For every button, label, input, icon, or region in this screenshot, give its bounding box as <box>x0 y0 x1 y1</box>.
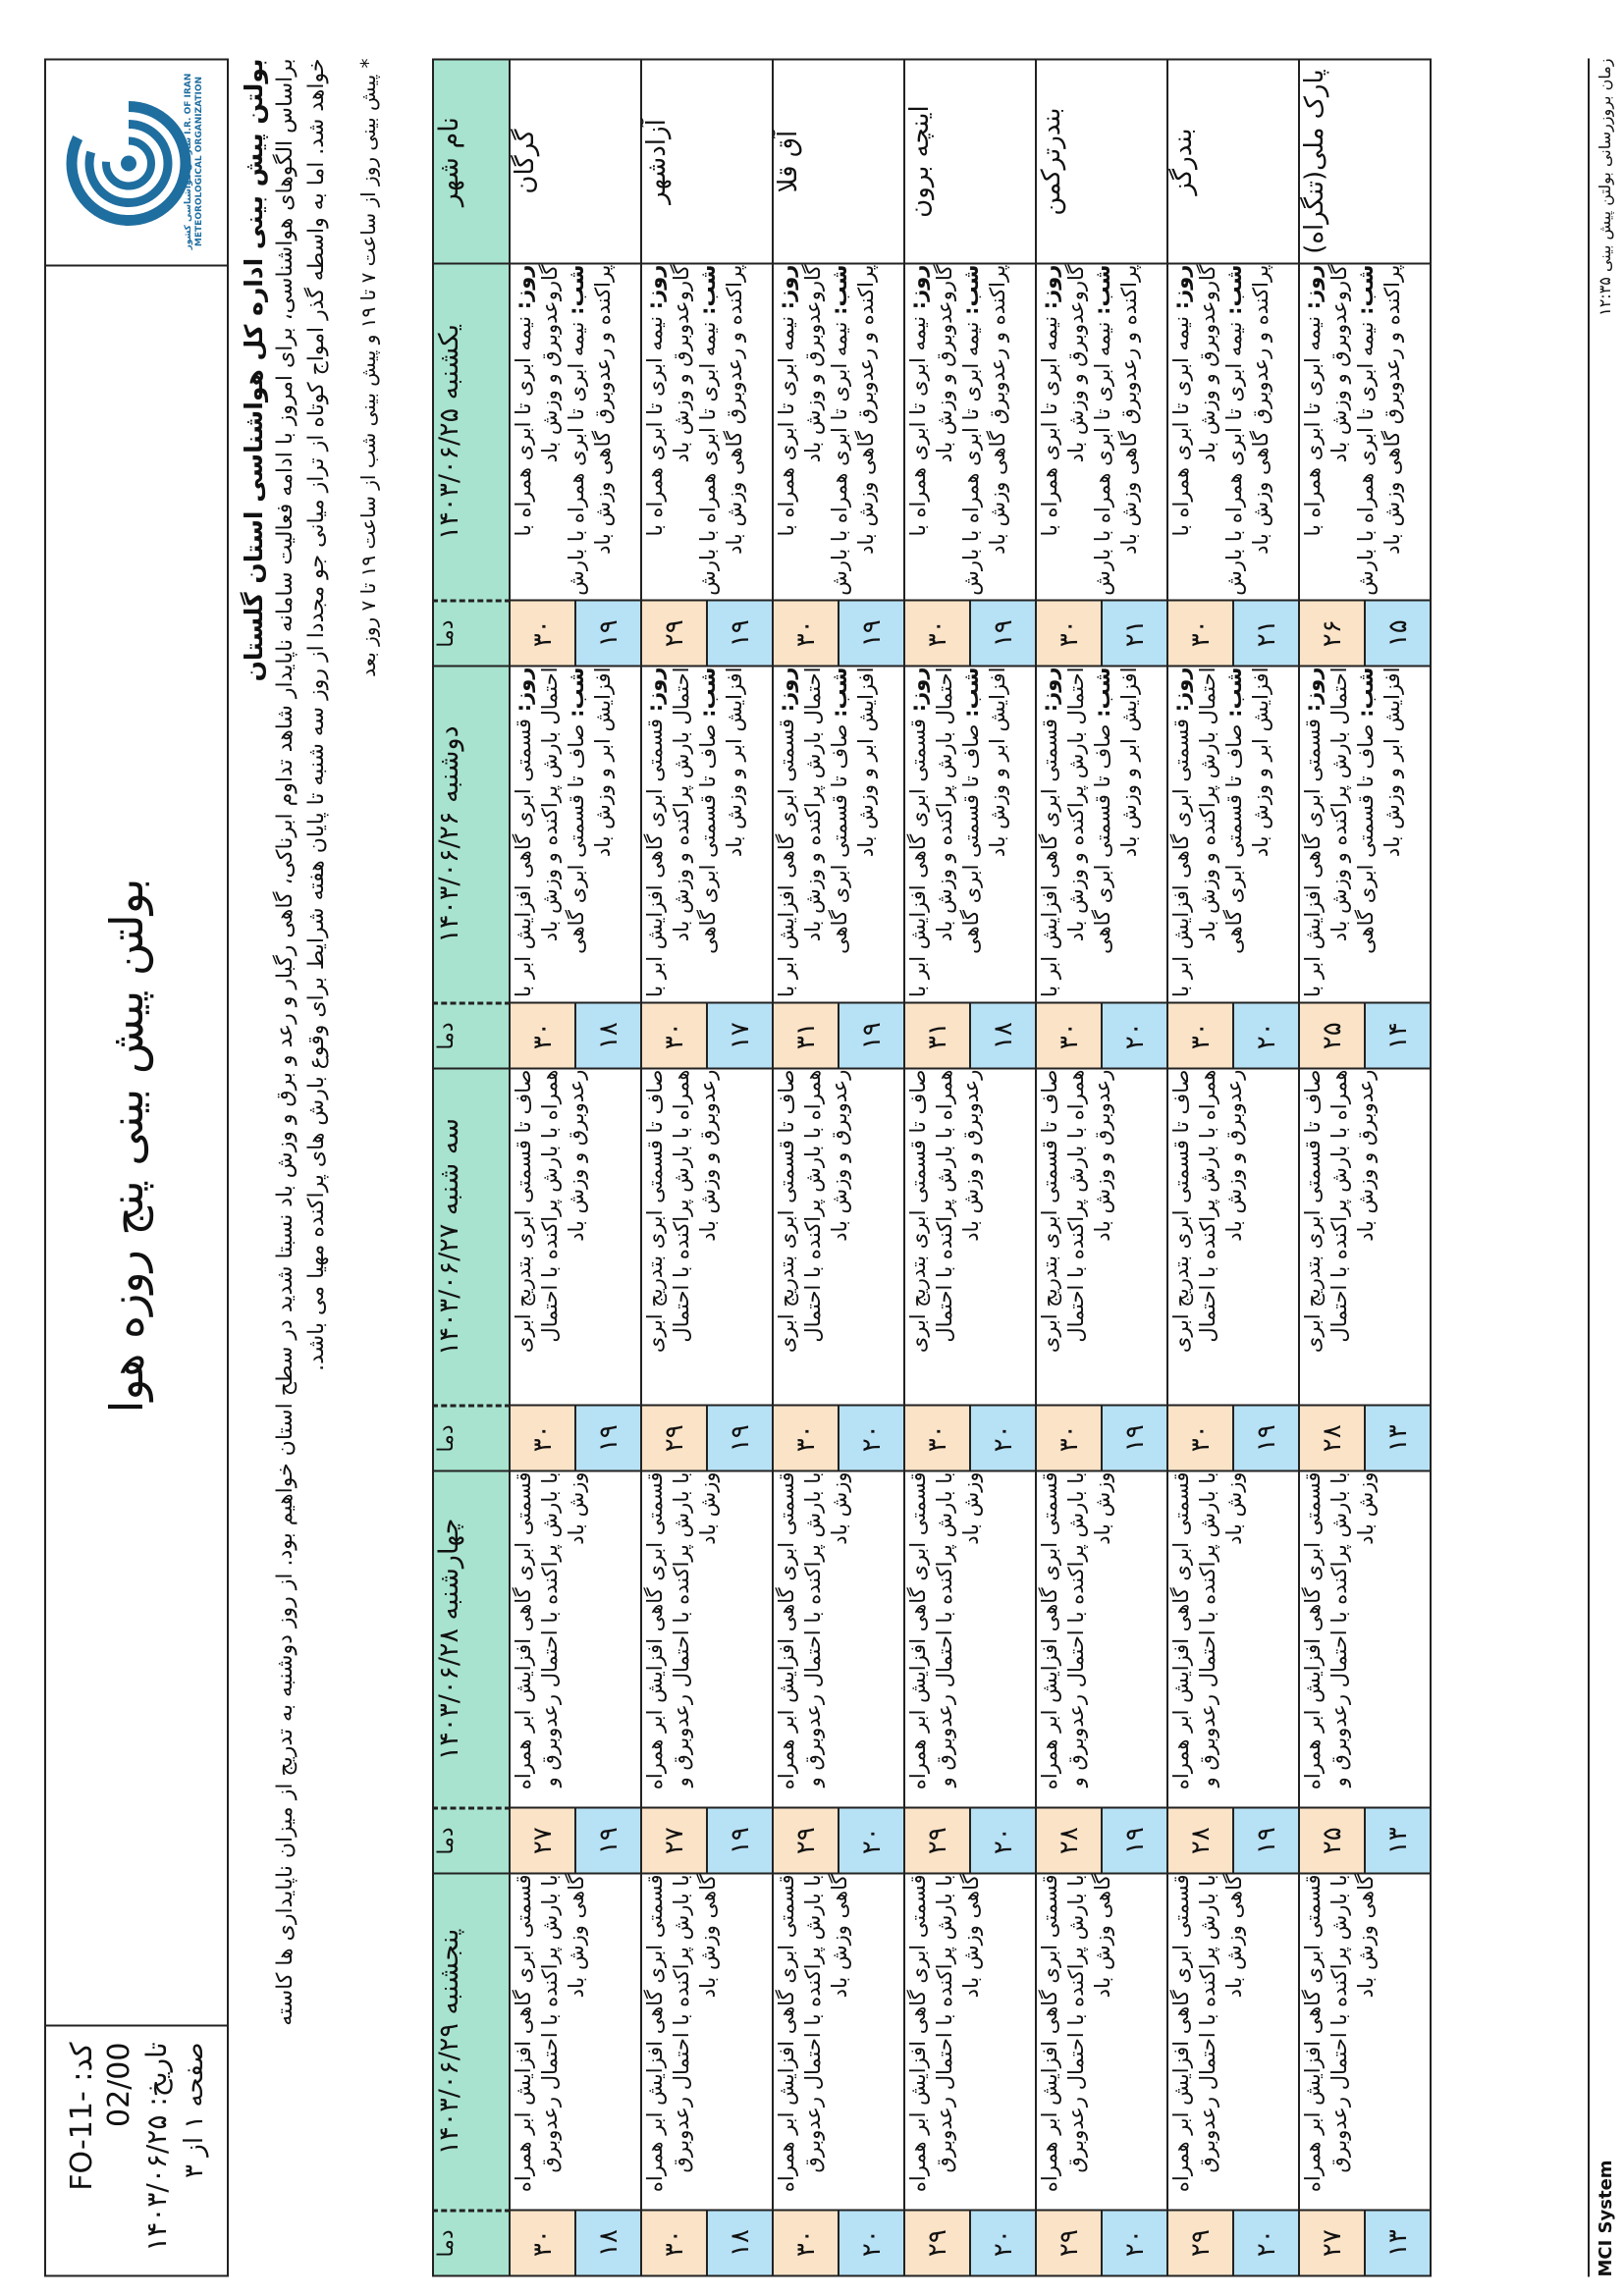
city-name: بندرترکمن <box>1036 59 1167 263</box>
day-forecast: نیمه ابری تا ابری همراه با گاروعدوبرق و وزش باد <box>906 264 956 536</box>
temp-cell-day2 <box>904 1002 1036 1068</box>
day-forecast: قسمتی ابری گاهی افزایش ابر با احتمال بارش پراکنده و وزش باد <box>643 667 693 997</box>
max-temp: ۳۰ <box>1168 1406 1234 1469</box>
table-row <box>510 59 641 2275</box>
temp-cell-day5 <box>1299 2210 1431 2275</box>
forecast-text-day5: قسمتی ابری گاهی افزایش ابر همراه با بارش پراکنده با احتمال رعدوبرق گاهی وزش باد <box>641 1873 773 2210</box>
temp-cell-day3 <box>510 1405 641 1470</box>
night-label: شب: <box>1354 667 1378 718</box>
day-label: روز: <box>1301 264 1325 309</box>
temp-cell-day4 <box>641 1807 773 1873</box>
min-temp: ۱۸ <box>576 1003 640 1067</box>
forecast-text-day2 <box>904 666 1036 1002</box>
min-temp: ۲۰ <box>839 2211 903 2274</box>
night-forecast: نیمه ابری تا ابری همراه با بارش پراکنده و رعدوبرق گاهی وزش باد <box>1222 264 1272 596</box>
min-temp: ۱۸ <box>708 2211 772 2274</box>
forecast-text-day3: صاف تا قسمتی ابری بتدریج ابری همراه با بارش پراکنده با احتمال رعدوبرق و وزش باد <box>510 1068 641 1405</box>
day-forecast: قسمتی ابری گاهی افزایش ابر با احتمال بارش پراکنده و وزش باد <box>1038 667 1088 997</box>
min-temp: ۱۳ <box>1366 1406 1430 1469</box>
forecast-text-day1 <box>510 263 641 600</box>
min-temp: ۲۰ <box>1234 2211 1298 2274</box>
forecast-text-day5: قسمتی ابری گاهی افزایش ابر همراه با بارش پراکنده با احتمال رعدوبرق گاهی وزش باد <box>1036 1873 1167 2210</box>
temp-cell-day1 <box>904 600 1036 666</box>
forecast-text-day3: صاف تا قسمتی ابری بتدریج ابری همراه با بارش پراکنده با احتمال رعدوبرق و وزش باد <box>1299 1068 1431 1405</box>
day-header-4: چهارشنبه ۱۴۰۳/۰۶/۲۸ <box>433 1470 510 1807</box>
day-label: روز: <box>775 667 798 712</box>
day-label: روز: <box>512 667 535 712</box>
temp-cell-day4 <box>1167 1807 1299 1873</box>
night-forecast: صاف تا قسمتی ابری گاهی افزایش ابر و وزش باد <box>828 667 878 954</box>
forecast-text-day2 <box>1036 666 1167 1002</box>
night-label: شب: <box>1222 264 1246 315</box>
max-temp: ۳۱ <box>905 1003 971 1067</box>
day-forecast: نیمه ابری تا ابری همراه با گاروعدوبرق و وزش باد <box>1038 264 1088 536</box>
min-temp: ۱۵ <box>1366 601 1430 665</box>
max-temp: ۲۵ <box>1300 1808 1366 1872</box>
temp-cell-day2 <box>1299 1002 1431 1068</box>
city-header: نام شهر <box>433 59 510 263</box>
temp-cell-day2 <box>1036 1002 1167 1068</box>
forecast-text-day3: صاف تا قسمتی ابری بتدریج ابری همراه با بارش پراکنده با احتمال رعدوبرق و وزش باد <box>904 1068 1036 1405</box>
min-temp: ۱۷ <box>708 1003 772 1067</box>
min-temp: ۱۹ <box>576 601 640 665</box>
min-temp: ۲۰ <box>971 1808 1035 1872</box>
temp-cell-day4 <box>1299 1807 1431 1873</box>
temp-cell-day3 <box>1167 1405 1299 1470</box>
forecast-summary <box>239 58 333 2276</box>
table-row <box>904 59 1036 2275</box>
min-temp: ۲۰ <box>839 1808 903 1872</box>
min-temp: ۲۰ <box>1234 1003 1298 1067</box>
forecast-text-day1 <box>904 263 1036 600</box>
min-temp: ۱۹ <box>839 1003 903 1067</box>
day-label: روز: <box>906 667 930 712</box>
temp-cell-day1 <box>1167 600 1299 666</box>
night-label: شب: <box>565 264 588 315</box>
temp-cell-day3 <box>1299 1405 1431 1470</box>
night-forecast: نیمه ابری تا ابری همراه با بارش پراکنده و رعدوبرق گاهی وزش باد <box>1354 264 1404 596</box>
day-forecast: قسمتی ابری گاهی افزایش ابر با احتمال بارش پراکنده و وزش باد <box>1169 667 1219 997</box>
night-forecast: نیمه ابری تا ابری همراه با بارش پراکنده و رعدوبرق گاهی وزش باد <box>828 264 878 596</box>
max-temp: ۳۰ <box>774 601 839 665</box>
max-temp: ۳۰ <box>1168 601 1234 665</box>
table-header-row <box>433 59 510 2275</box>
max-temp: ۳۰ <box>1037 1003 1103 1067</box>
day-forecast: نیمه ابری تا ابری همراه با گاروعدوبرق و وزش باد <box>512 264 562 536</box>
max-temp: ۳۰ <box>511 1406 576 1469</box>
min-temp: ۲۱ <box>1234 601 1298 665</box>
max-temp: ۲۹ <box>642 601 708 665</box>
night-label: شب: <box>828 667 851 718</box>
temp-cell-day3 <box>641 1405 773 1470</box>
forecast-text-day3: صاف تا قسمتی ابری بتدریج ابری همراه با بارش پراکنده با احتمال رعدوبرق و وزش باد <box>641 1068 773 1405</box>
forecast-text-day5: قسمتی ابری گاهی افزایش ابر همراه با بارش پراکنده با احتمال رعدوبرق گاهی وزش باد <box>1299 1873 1431 2210</box>
max-temp: ۳۰ <box>511 1003 576 1067</box>
city-name: پارک ملی(تنگراه) <box>1299 59 1431 263</box>
temp-cell-day1 <box>1299 600 1431 666</box>
forecast-text-day1 <box>1167 263 1299 600</box>
temp-cell-day5 <box>1036 2210 1167 2275</box>
max-temp: ۳۰ <box>511 601 576 665</box>
night-label: شب: <box>959 667 983 718</box>
day-header-2: دوشنبه ۱۴۰۳/۰۶/۲۶ <box>433 666 510 1002</box>
footer-system: MCI System <box>1596 2159 1616 2276</box>
day-label: روز: <box>775 264 798 309</box>
forecast-text-day2 <box>1299 666 1431 1002</box>
bulletin-page <box>44 58 1616 2276</box>
table-row <box>1167 59 1299 2275</box>
forecast-text-day4: قسمتی ابری گاهی افزایش ابر همراه با بارش پراکنده با احتمال رعدوبرق و وزش باد <box>1167 1470 1299 1807</box>
max-temp: ۲۶ <box>1300 601 1366 665</box>
night-forecast: نیمه ابری تا ابری همراه با بارش پراکنده و رعدوبرق گاهی وزش باد <box>1091 264 1141 596</box>
table-row <box>773 59 904 2275</box>
day-label: روز: <box>1038 264 1061 309</box>
max-temp: ۲۵ <box>1300 1003 1366 1067</box>
min-temp: ۱۳ <box>1366 2211 1430 2274</box>
temp-cell-day5 <box>641 2210 773 2275</box>
day-label: روز: <box>1301 667 1325 712</box>
bulletin-title: بولتن پیش بینی پنج روزه هوا <box>100 878 153 1413</box>
forecast-text-day5: قسمتی ابری گاهی افزایش ابر همراه با بارش پراکنده با احتمال رعدوبرق گاهی وزش باد <box>773 1873 904 2210</box>
night-label: شب: <box>828 264 851 315</box>
max-temp: ۲۸ <box>1037 1808 1103 1872</box>
forecast-text-day3: صاف تا قسمتی ابری بتدریج ابری همراه با بارش پراکنده با احتمال رعدوبرق و وزش باد <box>773 1068 904 1405</box>
night-label: شب: <box>565 667 588 718</box>
table-row <box>641 59 773 2275</box>
day-label: روز: <box>643 264 667 309</box>
night-forecast: صاف تا قسمتی ابری گاهی افزایش ابر و وزش باد <box>1222 667 1272 954</box>
city-name: آزادشهر <box>641 59 773 263</box>
day-label: روز: <box>1169 264 1193 309</box>
min-temp: ۲۰ <box>1103 1003 1166 1067</box>
night-forecast: نیمه ابری تا ابری همراه با بارش پراکنده و رعدوبرق گاهی وزش باد <box>696 264 746 596</box>
footer-updated: زمان بروزرسانی بولتن پیش بینی ۱۲:۳۵ <box>1596 58 1614 316</box>
temp-cell-day3 <box>904 1405 1036 1470</box>
forecast-text-day2 <box>1167 666 1299 1002</box>
forecast-text-day3: صاف تا قسمتی ابری بتدریج ابری همراه با بارش پراکنده با احتمال رعدوبرق و وزش باد <box>1167 1068 1299 1405</box>
temp-cell-day4 <box>773 1807 904 1873</box>
temp-cell-day5 <box>510 2210 641 2275</box>
max-temp: ۲۹ <box>642 1406 708 1469</box>
time-note: * پیش بینی روز از ساعت ۷ تا ۱۹ و پیش بینی شب از ساعت ۱۹ تا ۷ روز بعد <box>356 58 380 677</box>
forecast-table-body <box>510 59 1431 2275</box>
max-temp: ۳۰ <box>642 1003 708 1067</box>
max-temp: ۲۹ <box>1037 2211 1103 2274</box>
city-name: بندرگز <box>1167 59 1299 263</box>
temp-cell-day5 <box>904 2210 1036 2275</box>
night-forecast: نیمه ابری تا ابری همراه با بارش پراکنده و رعدوبرق گاهی وزش باد <box>565 264 615 596</box>
min-temp: ۱۸ <box>971 1003 1035 1067</box>
max-temp: ۳۰ <box>774 2211 839 2274</box>
temp-cell-day5 <box>773 2210 904 2275</box>
temp-header-1: دما <box>433 600 510 666</box>
min-temp: ۲۰ <box>971 1406 1035 1469</box>
max-temp: ۳۰ <box>642 2211 708 2274</box>
forecast-text-day4: قسمتی ابری گاهی افزایش ابر همراه با بارش پراکنده با احتمال رعدوبرق و وزش باد <box>1299 1470 1431 1807</box>
night-forecast: صاف تا قسمتی ابری گاهی افزایش ابر و وزش باد <box>959 667 1009 954</box>
min-temp: ۱۹ <box>708 1808 772 1872</box>
logo-cell <box>46 60 227 266</box>
day-forecast: نیمه ابری تا ابری همراه با گاروعدوبرق و وزش باد <box>775 264 825 536</box>
temp-cell-day3 <box>773 1405 904 1470</box>
forecast-text-day1 <box>1299 263 1431 600</box>
forecast-text-day5: قسمتی ابری گاهی افزایش ابر همراه با بارش پراکنده با احتمال رعدوبرق گاهی وزش باد <box>1167 1873 1299 2210</box>
temp-cell-day1 <box>1036 600 1167 666</box>
temp-cell-day2 <box>1167 1002 1299 1068</box>
table-row <box>1036 59 1167 2275</box>
min-temp: ۱۹ <box>576 1406 640 1469</box>
temp-cell-day5 <box>1167 2210 1299 2275</box>
document-code: کد: FO-11-02/00 <box>65 2042 136 2191</box>
city-name: گرگان <box>510 59 641 263</box>
day-forecast: قسمتی ابری گاهی افزایش ابر با احتمال بارش پراکنده و وزش باد <box>1301 667 1351 997</box>
temp-header-5: دما <box>433 2210 510 2275</box>
forecast-text-day4: قسمتی ابری گاهی افزایش ابر همراه با بارش پراکنده با احتمال رعدوبرق و وزش باد <box>1036 1470 1167 1807</box>
min-temp: ۲۰ <box>971 2211 1035 2274</box>
min-temp: ۱۹ <box>1103 1406 1166 1469</box>
day-label: روز: <box>1038 667 1061 712</box>
min-temp: ۱۴ <box>1366 1003 1430 1067</box>
max-temp: ۳۰ <box>1168 1003 1234 1067</box>
night-forecast: صاف تا قسمتی ابری گاهی افزایش ابر و وزش باد <box>696 667 746 954</box>
min-temp: ۲۱ <box>1103 601 1166 665</box>
min-temp: ۱۳ <box>1366 1808 1430 1872</box>
min-temp: ۱۹ <box>708 601 772 665</box>
forecast-text-day4: قسمتی ابری گاهی افزایش ابر همراه با بارش پراکنده با احتمال رعدوبرق و وزش باد <box>904 1470 1036 1807</box>
max-temp: ۳۰ <box>905 1406 971 1469</box>
temp-cell-day2 <box>773 1002 904 1068</box>
summary-line-1: براساس الگوهای هواشناسی، برای امروز با ادامه فعالیت سامانه ناپایدار شاهد تداوم ابرناکی، گاهی رگبار و رعد و برق و وزش باد نسبتا شدید در سطح استان خواهیم بود. از روز دوشنبه به تدریج از میزان ناپایداری ها کاسته <box>273 58 298 2026</box>
day-forecast: نیمه ابری تا ابری همراه با گاروعدوبرق و وزش باد <box>1169 264 1219 536</box>
city-name: آق قلا <box>773 59 904 263</box>
max-temp: ۲۹ <box>905 2211 971 2274</box>
temp-cell-day3 <box>1036 1405 1167 1470</box>
night-label: شب: <box>696 264 720 315</box>
min-temp: ۲۰ <box>839 1406 903 1469</box>
forecast-text-day1 <box>773 263 904 600</box>
summary-title: بولتن پیش بینی اداره کل هواشناسی استان گلستان <box>240 58 268 681</box>
day-header-1: یکشنبه ۱۴۰۳/۰۶/۲۵ <box>433 263 510 600</box>
temp-cell-day1 <box>773 600 904 666</box>
night-forecast: صاف تا قسمتی ابری گاهی افزایش ابر و وزش باد <box>1091 667 1141 954</box>
forecast-text-day1 <box>641 263 773 600</box>
min-temp: ۱۹ <box>1103 1808 1166 1872</box>
forecast-text-day2 <box>641 666 773 1002</box>
min-temp: ۲۰ <box>1103 2211 1166 2274</box>
temp-cell-day4 <box>1036 1807 1167 1873</box>
day-label: روز: <box>512 264 535 309</box>
temp-header-3: دما <box>433 1405 510 1470</box>
night-label: شب: <box>1354 264 1378 315</box>
day-forecast: نیمه ابری تا ابری همراه با گاروعدوبرق و وزش باد <box>1301 264 1351 536</box>
forecast-text-day4: قسمتی ابری گاهی افزایش ابر همراه با بارش پراکنده با احتمال رعدوبرق و وزش باد <box>641 1470 773 1807</box>
max-temp: ۲۷ <box>642 1808 708 1872</box>
min-temp: ۱۹ <box>708 1406 772 1469</box>
day-forecast: نیمه ابری تا ابری همراه با گاروعدوبرق و وزش باد <box>643 264 693 536</box>
logo-text: سازمان هواشناسی کشور I.R. OF IRAN METEOROLOGICAL ORGANIZATION <box>184 73 204 249</box>
day-label: روز: <box>1169 667 1193 712</box>
forecast-table <box>432 58 1432 2276</box>
day-forecast: قسمتی ابری گاهی افزایش ابر با احتمال بارش پراکنده و وزش باد <box>512 667 562 997</box>
min-temp: ۱۹ <box>1234 1808 1298 1872</box>
min-temp: ۱۹ <box>971 601 1035 665</box>
max-temp: ۳۰ <box>774 1406 839 1469</box>
forecast-text-day5: قسمتی ابری گاهی افزایش ابر همراه با بارش پراکنده با احتمال رعدوبرق گاهی وزش باد <box>904 1873 1036 2210</box>
temp-cell-day1 <box>510 600 641 666</box>
forecast-text-day1 <box>1036 263 1167 600</box>
max-temp: ۳۰ <box>905 601 971 665</box>
max-temp: ۳۰ <box>1037 1406 1103 1469</box>
max-temp: ۳۰ <box>511 2211 576 2274</box>
temp-header-2: دما <box>433 1002 510 1068</box>
max-temp: ۲۷ <box>511 1808 576 1872</box>
max-temp: ۲۸ <box>1168 1808 1234 1872</box>
document-page: صفحه ۱ از ۳ <box>180 2042 209 2178</box>
min-temp: ۱۹ <box>1234 1406 1298 1469</box>
day-forecast: قسمتی ابری گاهی افزایش ابر با احتمال بارش پراکنده و وزش باد <box>775 667 825 997</box>
max-temp: ۲۹ <box>1168 2211 1234 2274</box>
night-forecast: نیمه ابری تا ابری همراه با بارش پراکنده و رعدوبرق گاهی وزش باد <box>959 264 1009 596</box>
day-label: روز: <box>643 667 667 712</box>
night-label: شب: <box>1222 667 1246 718</box>
day-header-5: پنجشنبه ۱۴۰۳/۰۶/۲۹ <box>433 1873 510 2210</box>
day-forecast: قسمتی ابری گاهی افزایش ابر با احتمال بارش پراکنده و وزش باد <box>906 667 956 997</box>
night-label: شب: <box>1091 667 1114 718</box>
day-label: روز: <box>906 264 930 309</box>
temp-cell-day4 <box>510 1807 641 1873</box>
min-temp: ۱۹ <box>839 601 903 665</box>
max-temp: ۲۷ <box>1300 2211 1366 2274</box>
night-label: شب: <box>959 264 983 315</box>
max-temp: ۲۹ <box>774 1808 839 1872</box>
city-name: اینچه برون <box>904 59 1036 263</box>
forecast-text-day3: صاف تا قسمتی ابری بتدریج ابری همراه با بارش پراکنده با احتمال رعدوبرق و وزش باد <box>1036 1068 1167 1405</box>
forecast-text-day4: قسمتی ابری گاهی افزایش ابر همراه با بارش پراکنده با احتمال رعدوبرق و وزش باد <box>773 1470 904 1807</box>
night-label: شب: <box>1091 264 1114 315</box>
temp-cell-day2 <box>510 1002 641 1068</box>
document-date: تاریخ: ۱۴۰۳/۰۶/۲۵ <box>140 2042 173 2252</box>
night-label: شب: <box>696 667 720 718</box>
forecast-text-day2 <box>510 666 641 1002</box>
night-forecast: صاف تا قسمتی ابری گاهی افزایش ابر و وزش باد <box>565 667 615 954</box>
night-forecast: صاف تا قسمتی ابری گاهی افزایش ابر و وزش باد <box>1354 667 1404 954</box>
day-header-3: سه شنبه ۱۴۰۳/۰۶/۲۷ <box>433 1068 510 1405</box>
bulletin-header <box>44 58 229 2276</box>
min-temp: ۱۹ <box>576 1808 640 1872</box>
temp-cell-day1 <box>641 600 773 666</box>
forecast-text-day2 <box>773 666 904 1002</box>
max-temp: ۳۰ <box>1037 601 1103 665</box>
temp-cell-day2 <box>641 1002 773 1068</box>
max-temp: ۳۱ <box>774 1003 839 1067</box>
temp-header-4: دما <box>433 1807 510 1873</box>
max-temp: ۲۹ <box>905 1808 971 1872</box>
table-row <box>1299 59 1431 2275</box>
footer-divider <box>1588 58 1590 2276</box>
temp-cell-day4 <box>904 1807 1036 1873</box>
forecast-text-day5: قسمتی ابری گاهی افزایش ابر همراه با بارش پراکنده با احتمال رعدوبرق گاهی وزش باد <box>510 1873 641 2210</box>
min-temp: ۱۸ <box>576 2211 640 2274</box>
summary-line-2: خواهد شد. اما به واسطه گذر امواج کوتاه از تراز میانی جو مجددا از روز سه شنبه تا پایان هفته شرایط برای وقوع بارش های پراکنده مهیا می باشد. <box>304 58 329 1371</box>
max-temp: ۲۸ <box>1300 1406 1366 1469</box>
forecast-text-day4: قسمتی ابری گاهی افزایش ابر همراه با بارش پراکنده با احتمال رعدوبرق و وزش باد <box>510 1470 641 1807</box>
document-meta <box>46 2024 227 2274</box>
